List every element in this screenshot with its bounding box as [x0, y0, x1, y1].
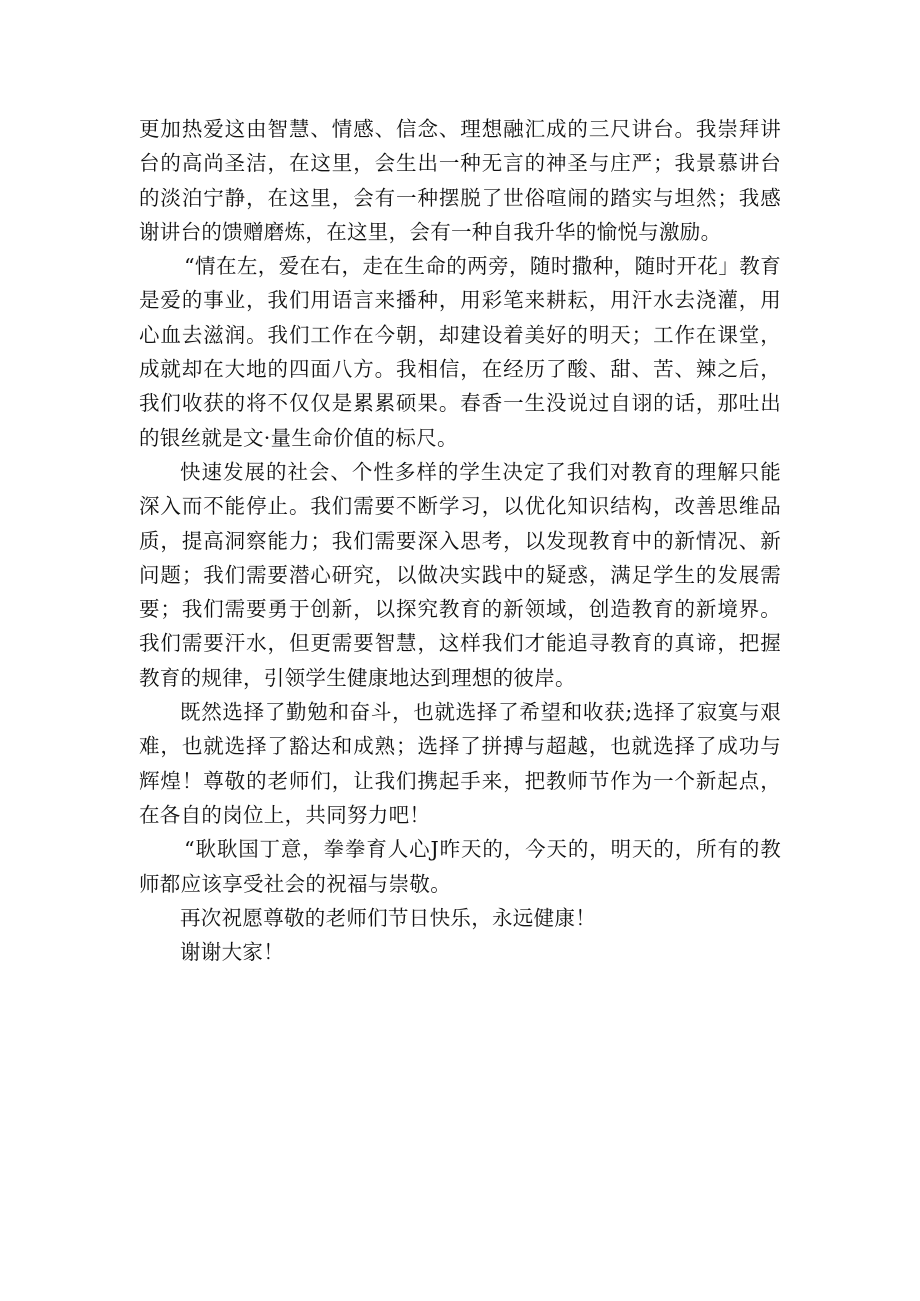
paragraph-choices: 既然选择了勤勉和奋斗，也就选择了希望和收获;选择了寂寞与艰难，也就选择了豁达和成熟；选择了拼搏与超越，也就选择了成功与辉煌！尊敬的老师们，让我们携起手来，把教师节作为一个新起点，在各自的岗位上，共同努力吧！: [139, 700, 781, 827]
paragraph-thanks: 谢谢大家！: [180, 940, 284, 965]
paragraph-wishes: 再次祝愿尊敬的老师们节日快乐，永远健康！: [180, 905, 596, 930]
document-page: [139, 112, 781, 969]
paragraph-love-education: “情在左，爱在右，走在生命的两旁，随时撒种，随时开花」教育是爱的事业，我们用语言来播种，用彩笔来耕耘，用汗水去浇灌，用心血去滋润。我们工作在今朝，却建设着美好的明天；工作在课堂，成就却在大地的四面八方。我相信，在经历了酸、甜、苦、辣之后，我们收获的将不仅仅是累累硕果。春香一生没说过自诩的话，那吐出的银丝就是文·量生命价值的标尺。: [139, 254, 781, 450]
paragraph-learning: 快速发展的社会、个性多样的学生决定了我们对教育的理解只能深入而不能停止。我们需要不断学习，以优化知识结构，改善思维品质，提高洞察能力；我们需要深入思考，以发现教育中的新情况、新问题；我们需要潜心研究，以做决实践中的疑惑，满足学生的发展需要；我们需要勇于创新，以探究教育的新领域，创造教育的新境界。我们需要汗水，但更需要智慧，这样我们才能追寻教育的真谛，把握教育的规律，引领学生健康地达到理想的彼岸。: [139, 459, 781, 690]
paragraph-lectern: 更加热爱这由智慧、情感、信念、理想融汇成的三尺讲台。我崇拜讲台的高尚圣洁，在这里，会生出一种无言的神圣与庄严；我景慕讲台的淡泊宁静，在这里，会有一种摆脱了世俗喧闹的踏实与坦然；我感谢讲台的馈赠磨炼，在这里，会有一种自我升华的愉悦与激励。: [139, 117, 781, 244]
paragraph-gardener: “耿耿国丁意，拳拳育人心J昨天的，今天的，明天的，所有的教师都应该享受社会的祝福与崇敬。: [139, 837, 781, 896]
